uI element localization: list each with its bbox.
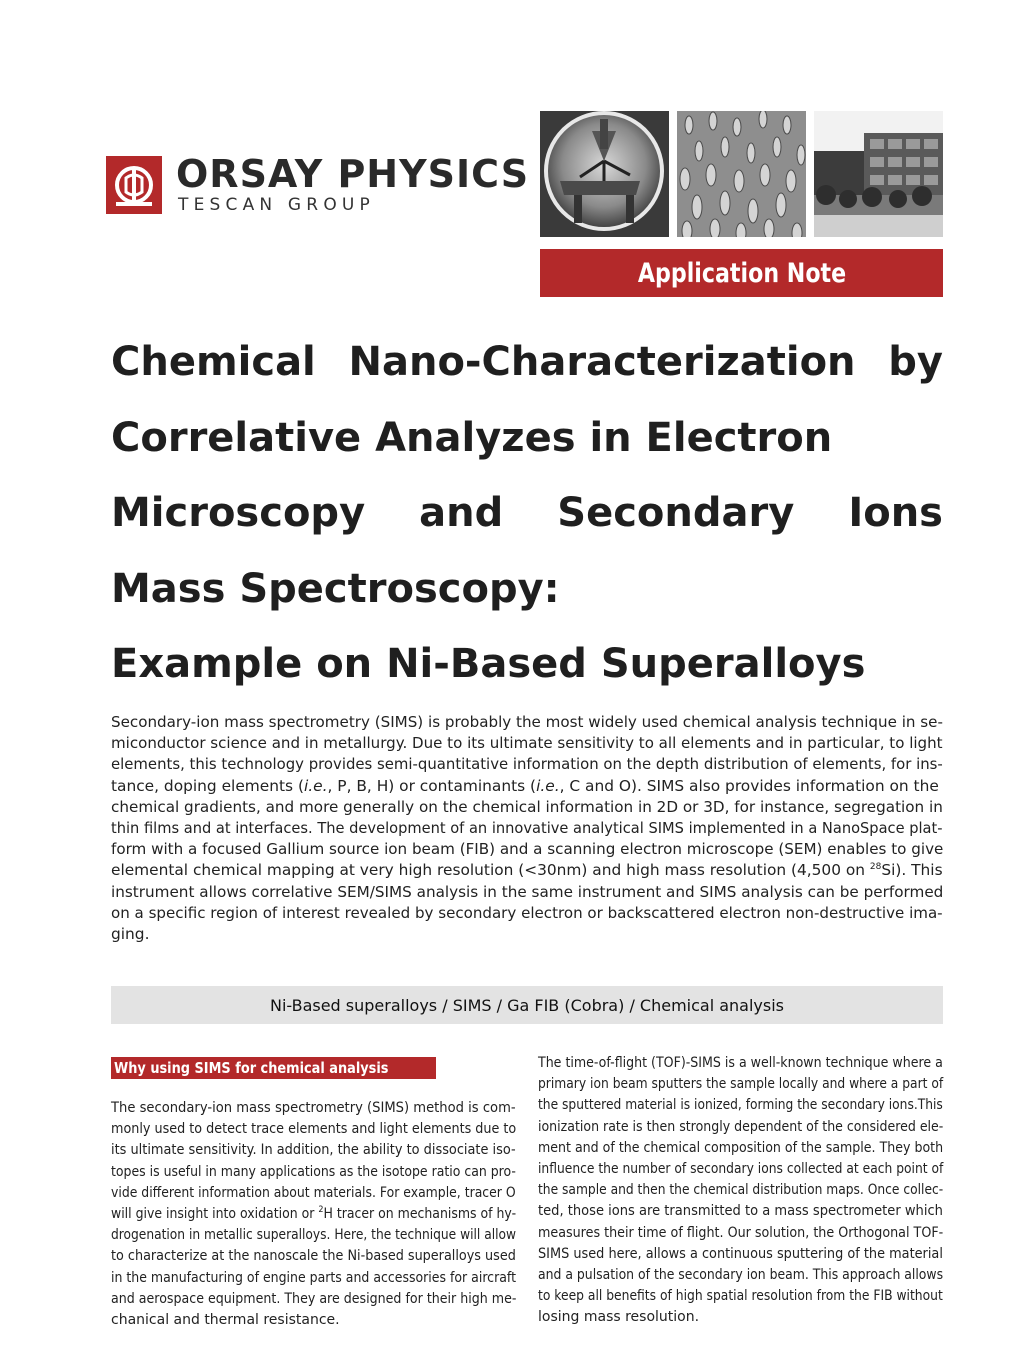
sem-micrograph-photo [677, 111, 806, 237]
company-group: TESCAN GROUP [178, 195, 375, 215]
body-line: its ultimate sensitivity. In addition, the ability to dissociate iso- [111, 1142, 516, 1159]
title-line-2: Correlative Analyzes in Electron [111, 414, 833, 461]
body-line: ment and of the chemical composition of the sample. They both [538, 1139, 944, 1156]
body-line: to characterize at the nanoscale the Ni-based superalloys used [111, 1248, 516, 1265]
title-word: by [888, 339, 943, 385]
title-word: Nano-Characterization [348, 339, 856, 385]
title-line-1 [111, 325, 943, 401]
body-line: and aerospace equipment. They are designed for their high me- [111, 1290, 517, 1307]
keywords-band [111, 986, 943, 1024]
body-line: vide different information about materials. For example, tracer O [111, 1184, 516, 1201]
body-line: chanical and thermal resistance. [111, 1312, 340, 1329]
body-line: topes is useful in many applications as the isotope ratio can pro- [111, 1163, 516, 1180]
body-line: in the manufacturing of engine parts and accessories for aircraft [111, 1269, 516, 1286]
logo-emblem-icon [106, 156, 162, 214]
body-line: influence the number of secondary ions collected at each point of [538, 1161, 944, 1178]
right-column-text [538, 1053, 943, 1329]
instrument-photo [540, 111, 669, 237]
abstract-line: instrument allows correlative SEM/SIMS analysis in the same instrument and SIMS analysis can be performed [111, 882, 944, 901]
section-heading [111, 1057, 436, 1079]
document-title [111, 325, 943, 703]
title-line-4: Mass Spectroscopy: [111, 565, 560, 612]
abstract-line: elemental chemical mapping at very high resolution (<30nm) and high mass resolution (4,500 on $^{28}$Si). This [111, 861, 943, 880]
title-word: Microscopy [111, 490, 366, 536]
application-note-banner [540, 249, 943, 297]
body-line: The secondary-ion mass spectrometry (SIMS) method is com- [111, 1100, 516, 1116]
body-line: measures their time of flight. Our solution, the Orthogonal TOF- [538, 1224, 944, 1241]
section-heading-text: Why using SIMS for chemical analysis [114, 1059, 389, 1077]
abstract-line: elements, this technology provides semi-quantitative information on the depth distribution of elements, for ins- [111, 755, 943, 774]
body-line: SIMS used here, allows a continuous sputtering of the material [538, 1245, 943, 1262]
abstract-line: on a specific region of interest revealed by secondary electron or backscattered electron non-destructive ima- [111, 903, 943, 922]
title-line-3 [111, 476, 943, 552]
abstract-line: tance, doping elements (i.e., P, B, H) or contaminants (i.e., C and O). SIMS also provides information on the [111, 776, 939, 795]
application-note-label: Application Note [637, 257, 846, 289]
abstract-line: miconductor science and in metallurgy. Due to its ultimate sensitivity to all elements and in particular, to light [111, 734, 943, 753]
body-line: monly used to detect trace elements and light elements due to [111, 1121, 517, 1138]
body-line: ionization rate is then strongly dependent of the considered ele- [538, 1118, 944, 1135]
left-column-text [111, 1098, 516, 1331]
abstract-line: chemical gradients, and more generally on the chemical information in 2D or 3D, for instance, segregation in [111, 797, 943, 816]
body-line: ted, those ions are transmitted to a mass spectrometer which [538, 1203, 943, 1220]
abstract-line: ging. [111, 925, 150, 944]
body-line: and a pulsation of the secondary ion beam. This approach allows [538, 1267, 944, 1284]
title-word: Chemical [111, 339, 316, 385]
abstract-paragraph [111, 712, 943, 945]
body-line: drogenation in metallic superalloys. Here, the technique will allow [111, 1227, 517, 1244]
building-photo [814, 111, 943, 237]
body-line: will give insight into oxidation or $^2$H tracer on mechanisms of hy- [111, 1205, 517, 1223]
body-line: primary ion beam sputters the sample locally and where a part of [538, 1076, 944, 1093]
title-word: Secondary [557, 490, 795, 536]
title-word: and [419, 490, 504, 536]
body-line: losing mass resolution. [538, 1309, 700, 1326]
body-line: the sputtered material is ionized, forming the secondary ions.This [538, 1097, 943, 1114]
abstract-line: thin films and at interfaces. The development of an innovative analytical SIMS implemented in a NanoSpace plat- [111, 819, 943, 838]
company-name: ORSAY PHYSICS [176, 152, 530, 196]
title-line-5: Example on Ni-Based Superalloys [111, 641, 866, 687]
company-logo [106, 152, 530, 216]
body-line: to keep all benefits of high spatial resolution from the FIB without [538, 1288, 943, 1305]
abstract-line: form with a focused Gallium source ion beam (FIB) and a scanning electron microscope (SEM) enables to give [111, 840, 944, 859]
title-word: Ions [848, 490, 943, 536]
keywords-text: Ni-Based superalloys / SIMS / Ga FIB (Cobra) / Chemical analysis [269, 995, 785, 1015]
abstract-line: Secondary-ion mass spectrometry (SIMS) is probably the most widely used chemical analysis technique in se- [111, 713, 943, 731]
body-line: the sample and then the chemical distribution maps. Once collec- [538, 1182, 944, 1199]
body-line: The time-of-flight (TOF)-SIMS is a well-known technique where a [538, 1055, 943, 1071]
